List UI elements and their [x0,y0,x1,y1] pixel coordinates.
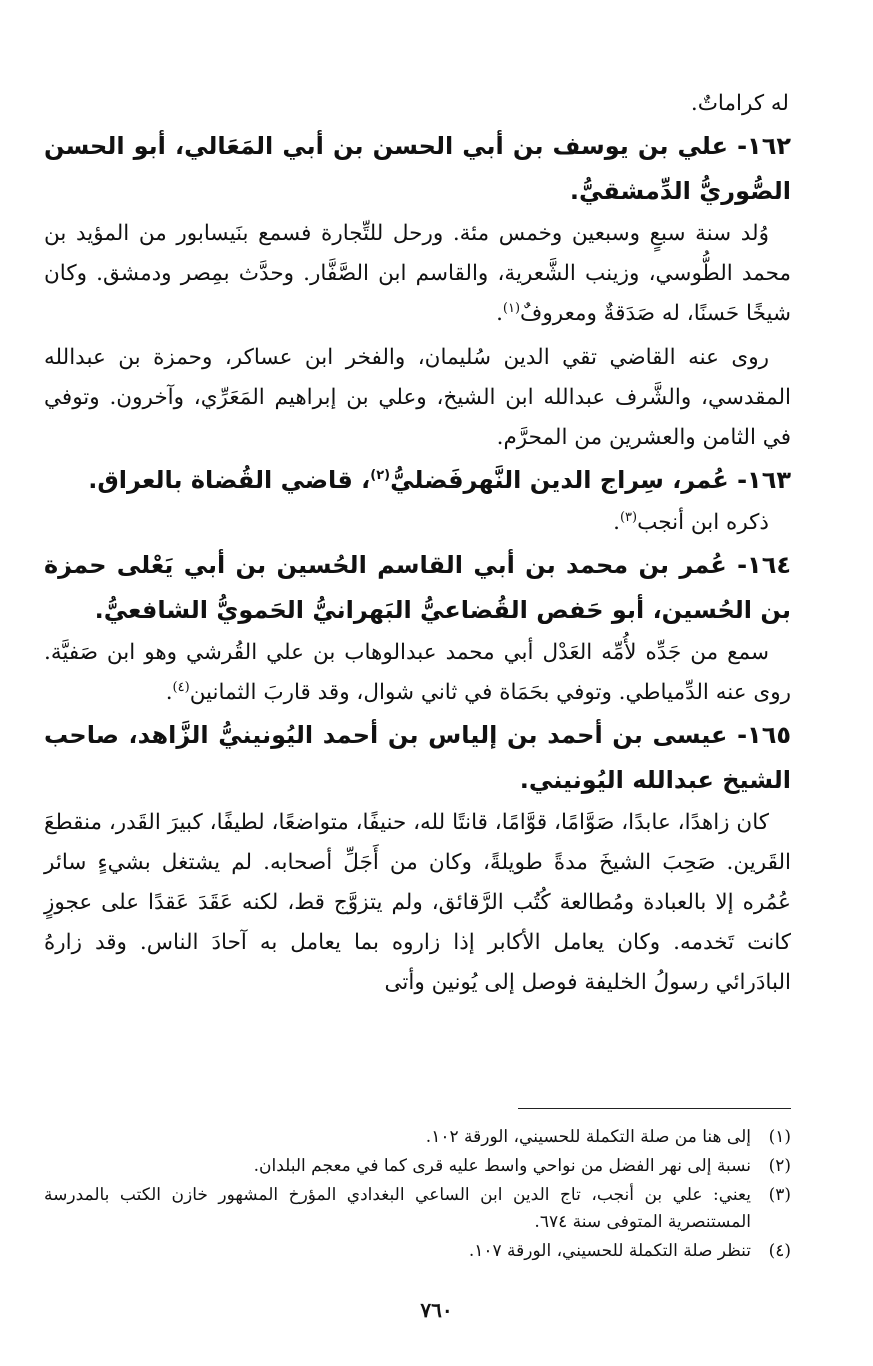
footnote-1 [44,1124,791,1151]
entry-162-heading: ١٦٢- علي بن يوسف بن أبي الحسن بن أبي المَعَالي، أبو الحسن الصُّوريُّ الدِّمشقيُّ. [44,132,791,205]
footnote-text: تنظر صلة التكملة للحسيني، الورقة ١٠٧. [468,1241,751,1261]
entry-163-heading-text: ١٦٣- عُمر، سِراج الدين النَّهرفَضليُّ [390,466,791,494]
entry-163-paragraph-1-tail: . [613,510,620,535]
entry-164-paragraph-1 [44,633,791,713]
footnote-text: إلى هنا من صلة التكملة للحسيني، الورقة ١٠٢. [425,1127,751,1147]
footnote-number: (١) [768,1127,791,1147]
footnote-4 [44,1238,791,1265]
footnote-text: نسبة إلى نهر الفضل من نواحي واسط عليه قرى كما في معجم البلدان. [253,1156,751,1176]
entry-164-heading: ١٦٤- عُمر بن محمد بن أبي القاسم الحُسين بن أبي يَعْلى حمزة بن الحُسين، أبو حَفص القُضاعيُّ البَهرانيُّ الحَمويُّ الشافعيُّ. [44,551,791,624]
footnote-number: (٤) [768,1241,791,1261]
entry-163-paragraph-1 [44,503,791,543]
entry-163-heading-tail: ، قاضي القُضاة بالعراق. [88,466,371,494]
footnote-ref-1: (١) [502,300,521,316]
entry-163-paragraph-1-text: ذكره ابن أنجب [637,510,769,535]
entry-165-heading: ١٦٥- عيسى بن أحمد بن إلياس بن أحمد اليُونينيُّ الزَّاهد، صاحب الشيخ عبدالله اليُونيني. [44,721,791,794]
footnote-ref-2: (٢) [370,468,391,483]
footnote-number: (٣) [768,1185,791,1205]
entry-163-heading [44,458,791,503]
entry-162-paragraph-1-tail: . [496,301,503,326]
footnote-2 [44,1153,791,1180]
footnote-number: (٢) [768,1156,791,1176]
footnote-3 [44,1182,791,1236]
footnote-text: يعني: علي بن أنجب، تاج الدين ابن الساعي البغدادي المؤرخ المشهور خازن الكتب بالمدرسة المستنصرية المتوفى سنة ٦٧٤. [44,1185,751,1232]
entry-162-paragraph-1 [44,214,791,334]
page-number: ٧٦٠ [420,1298,453,1322]
entry-162-paragraph-2: روى عنه القاضي تقي الدين سُليمان، والفخر ابن عساكر، وحمزة بن عبدالله المقدسي، والشَّرف عبدالله ابن الشيخ، وعلي بن إبراهيم المَعَرِّي، وآخرون. وتوفي في الثامن والعشرين من المحرَّم. [44,345,791,450]
entry-162-paragraph-1-text: وُلد سنة سبعٍ وسبعين وخمس مئة. ورحل للتِّجارة فسمع بنَيسابور من المؤيد بن محمد الطُّوسي، وزينب الشَّعرية، والقاسم ابن الصَّفَّار. وحدَّث بمِصر ودمشق. وكان شيخًا حَسنًا، له صَدَقةٌ ومعروفٌ [44,221,791,326]
footnote-ref-4: (٤) [172,679,190,695]
footnotes [44,1124,791,1267]
footnote-divider [518,1108,791,1109]
footnote-ref-3: (٣) [619,509,638,525]
entry-164-paragraph-1-tail: . [165,680,173,705]
main-text-block [44,84,791,1003]
entry-164-paragraph-1-text: سمع من جَدِّه لأُمِّه العَدْل أبي محمد عبدالوهاب بن علي القُرشي وهو ابن صَفيَّة. روى عنه الدِّمياطي. وتوفي بحَمَاة في ثاني شوال، وقد قاربَ الثمانين [44,640,791,705]
intro-line: له كراماتٌ. [690,91,789,116]
entry-165-paragraph-1: كان زاهدًا، عابدًا، صَوَّامًا، قوَّامًا، قانتًا لله، حنيفًا، متواضعًا، لطيفًا، كبيرَ القَدر، منقطعَ القَرين. صَحِبَ الشيخَ مدةً طويلةً، وكان من أَجَلِّ أصحابه. لم يشتغل بشيءٍ سائر عُمُره إلا بالعبادة ومُطالعة كُتُب الرَّقائق، ولم يتزوَّج قط، لكنه عَقَدَ عَقدًا على عجوزٍ كانت تَخدمه. وكان يعامل الأكابر إذا زاروه بما يعامل به آحادَ الناس. وقد زارهُ البادَرائي رسولُ الخليفة فوصل إلى يُونين وأتى [44,810,791,995]
